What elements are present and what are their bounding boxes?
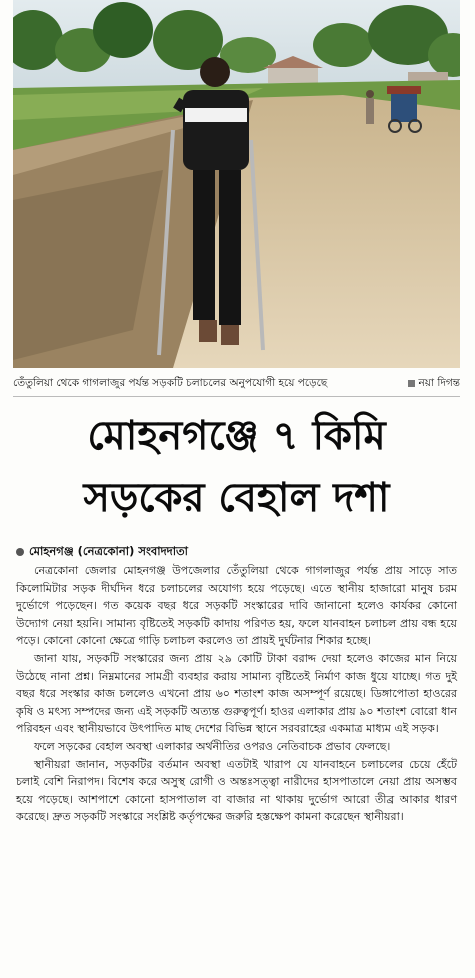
photo-caption [13,373,460,393]
news-photo [13,0,460,368]
headline-line-2: সড়কের বেহাল দশা [83,475,390,521]
bullet-icon [16,548,24,556]
photo-road-man-crutches-icon [13,0,460,368]
headline [13,405,460,529]
caption-text: তেঁতুলিয়া থেকে গাগলাজুর পর্যন্ত সড়কটি চলাচলের অনুপযোগী হয়ে পড়েছে [13,377,328,389]
byline-text: মোহনগঞ্জ (নেত্রকোনা) সংবাদদাতা [29,544,189,558]
divider [13,396,460,397]
square-icon [408,380,415,387]
caption-source-label: নয়া দিগন্ত [418,377,460,389]
paragraph: জানা যায়, সড়কটি সংস্কারের জন্য প্রায় ২৯ কোটি টাকা বরাদ্দ দেয়া হলেও কাজের মান নিয়ে উঠেছে নানা প্রশ্ন। নিম্নমানের সামগ্রী ব্যবহার করায় সামান্য বৃষ্টিতেই নির্মাণ কাজ ধুয়ে যাচ্ছে। গত দুই বছর ধরে সংস্কার কাজ চললেও এখনো প্রায় ৬০ শতাংশ কাজ অসম্পূর্ণ রয়েছে। ডিঙ্গাপোতা হাওরের কৃষি ও মৎস্য সম্পদের জন্য এই সড়কটি অত্যন্ত গুরুত্বপূর্ণ। হাওর এলাকার প্রায় ৯০ শতাংশ বোরো ধান পরিবহন এবং স্থানীয়ভাবে উৎপাদিত মাছ দেশের বিভিন্ন স্থানে সরবরাহের একমাত্র মাধ্যম এই সড়ক। [16,651,457,736]
paragraph: নেত্রকোনা জেলার মোহনগঞ্জ উপজেলার তেঁতুলিয়া থেকে গাগলাজুর পর্যন্ত প্রায় সাড়ে সাত কিলোমিটার সড়ক দীর্ঘদিন ধরে চলাচলের অযোগ্য হয়ে পড়েছে। এতে স্থানীয় হাজারো মানুষ চরম দুর্ভোগে পড়েছেন। গত কয়েক বছর ধরে সড়কটি সংস্কারের দাবি জানানো হলেও কার্যকর কোনো উদ্যোগ নেয়া হয়নি। সামান্য বৃষ্টিতেই সড়কটি কাদায় পরিণত হয়, ফলে যানবাহন চলাচল প্রায় বন্ধ হয়ে পড়ে। কোনো কোনো ক্ষেত্রে গাড়ি চলাচল করলেও তা প্রায়ই দুর্ঘটনার শিকার হচ্ছে। [16,564,457,648]
byline [16,543,188,562]
caption-source [406,373,460,393]
article-body [16,562,457,826]
headline-line-1: মোহনগঞ্জে ৭ কিমি [87,413,386,459]
paragraph: স্থানীয়রা জানান, সড়কটির বর্তমান অবস্থা এতটাই খারাপ যে যানবাহনে চলাচলের চেয়ে হেঁটে চলাই বেশি নিরাপদ। বিশেষ করে অসুস্থ রোগী ও অন্তঃসত্ত্বা নারীদের হাসপাতালে নেয়া প্রায় অসম্ভব হয়ে পড়েছে। আশপাশে কোনো হাসপাতাল বা বাজার না থাকায় দুর্ভোগ আরো তীব্র আকার ধারণ করেছে। দ্রুত সড়কটি সংস্কারে সংশ্লিষ্ট কর্তৃপক্ষের জরুরি হস্তক্ষেপ কামনা করেছেন স্থানীয়রা। [16,757,457,824]
paragraph: ফলে সড়কের বেহাল অবস্থা এলাকার অর্থনীতির ওপরও নেতিবাচক প্রভাব ফেলছে। [34,739,391,753]
